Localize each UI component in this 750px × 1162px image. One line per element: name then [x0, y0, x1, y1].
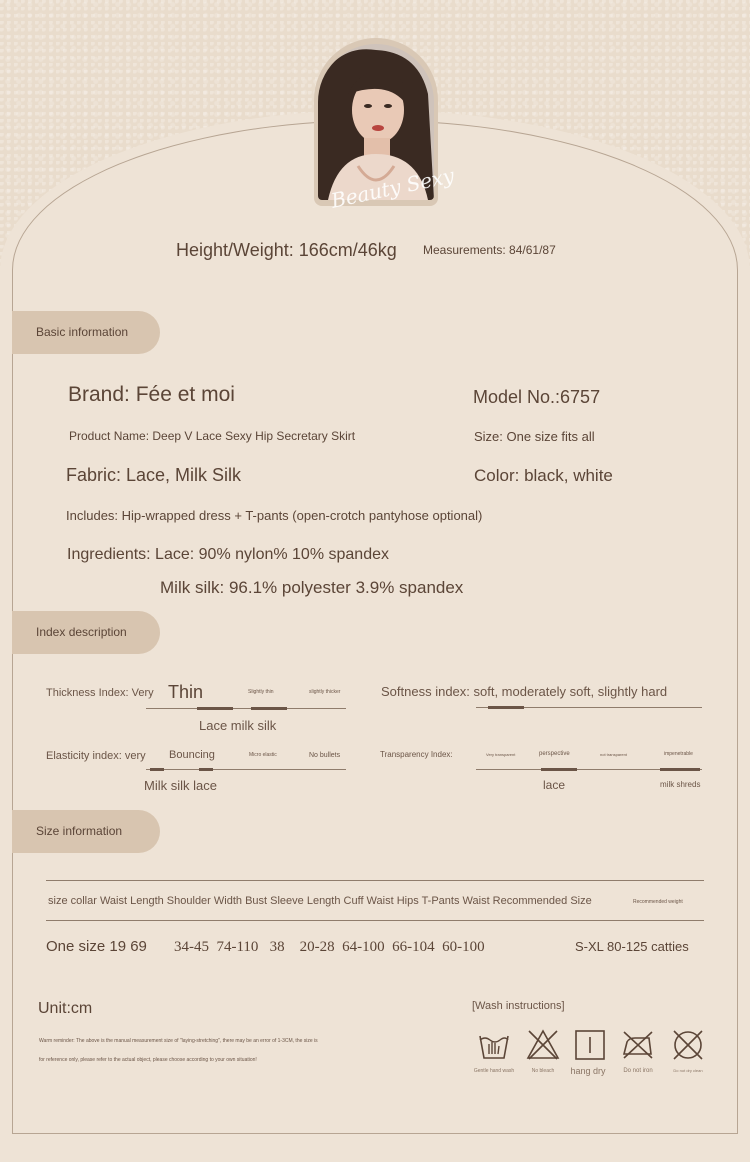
reminder-line-1: Warm reminder: The above is the manual measurement size of "laying-stretching", there may be an error of 1-3CM, the size is [39, 1038, 318, 1044]
fabric: Fabric: Lace, Milk Silk [66, 465, 242, 485]
thickness-thin: Thin [168, 682, 204, 702]
transparency-2: perspective [539, 751, 570, 757]
thickness-mark-2 [251, 707, 287, 710]
ingredients-milk-silk: Milk silk: 96.1% polyester 3.9% spandex [160, 578, 464, 597]
size: Size: One size fits all [474, 429, 595, 444]
thickness-slightly-thicker: slightly thicker [309, 689, 341, 695]
transparency-mark-2 [660, 768, 700, 771]
measurements: Measurements: 84/61/87 [423, 243, 556, 257]
size-table-top-rule [46, 880, 704, 881]
thickness-marker: Lace milk silk [199, 718, 277, 733]
wash-label-no-bleach: No bleach [531, 1068, 555, 1074]
transparency-marker-2: milk shreds [660, 780, 701, 789]
size-table-header-weight: Recommended weight [633, 899, 683, 905]
thickness-slightly-thin: Slightly thin [248, 689, 274, 695]
do-not-iron-icon [621, 1028, 655, 1062]
ingredients-lace: Ingredients: Lace: 90% nylon% 10% spandex [67, 546, 389, 563]
wash-label-hand-wash: Gentle hand wash [473, 1068, 515, 1074]
size-row-label: One size 19 69 [46, 938, 147, 955]
section-index-description: Index description [12, 611, 160, 654]
height-weight: Height/Weight: 166cm/46kg [176, 240, 397, 260]
transparency-1: Very transparent [486, 752, 516, 757]
hand-wash-icon [477, 1028, 511, 1062]
portrait-script: Beauty Sexy [328, 163, 457, 213]
transparency-3: not transparent [600, 752, 627, 757]
elasticity-mark-1 [150, 768, 164, 771]
thickness-scale [146, 708, 346, 709]
wash-label-do-not-iron: Do not iron [623, 1068, 653, 1074]
elasticity-marker: Milk silk lace [144, 778, 217, 793]
transparency-marker-1: lace [543, 778, 566, 792]
includes: Includes: Hip-wrapped dress + T-pants (open-crotch pantyhose optional) [66, 508, 483, 523]
size-row-recommend: S-XL 80-125 catties [575, 939, 689, 954]
section-basic-information: Basic information [12, 311, 160, 354]
transparency-mark-1 [541, 768, 577, 771]
elasticity-bouncing: Bouncing [169, 749, 215, 761]
elasticity-micro: Micro elastic [249, 752, 277, 758]
size-table-mid-rule [46, 920, 704, 921]
thickness-mark-1 [197, 707, 233, 710]
elasticity-mark-2 [199, 768, 213, 771]
no-bleach-icon [526, 1028, 560, 1062]
model-number: Model No.:6757 [473, 387, 601, 407]
section-size-information: Size information [12, 810, 160, 853]
elasticity-none: No bullets [309, 752, 341, 759]
color: Color: black, white [474, 466, 613, 485]
product-name: Product Name: Deep V Lace Sexy Hip Secretary Skirt [69, 429, 356, 443]
transparency-label: Transparency Index: [380, 750, 453, 759]
reminder-line-2: for reference only, please refer to the actual object, please choose according to your own situation! [39, 1057, 257, 1063]
softness-mark [488, 706, 524, 709]
softness-label: Softness index: soft, moderately soft, slightly hard [381, 684, 668, 699]
wash-title: [Wash instructions] [472, 1000, 565, 1012]
thickness-label: Thickness Index: Very [46, 687, 154, 699]
brand: Brand: Fée et moi [68, 383, 235, 406]
size-table-header: size collar Waist Length Shoulder Width Bust Sleeve Length Cuff Waist Hips T-Pants Waist Recommended Size [48, 895, 592, 907]
elasticity-scale [146, 769, 346, 770]
unit-label: Unit:cm [38, 1000, 93, 1017]
size-row-values: 34-45 74-110 38 20-28 64-100 66-104 60-100 [174, 939, 485, 955]
do-not-dry-clean-icon [671, 1028, 705, 1062]
wash-label-do-not-dry-clean: Do not dry clean [673, 1068, 703, 1073]
transparency-4: impenetrable [664, 751, 693, 757]
elasticity-label: Elasticity index: very [46, 750, 146, 762]
hang-dry-icon [573, 1028, 607, 1062]
wash-label-hang-dry: hang dry [570, 1066, 606, 1076]
